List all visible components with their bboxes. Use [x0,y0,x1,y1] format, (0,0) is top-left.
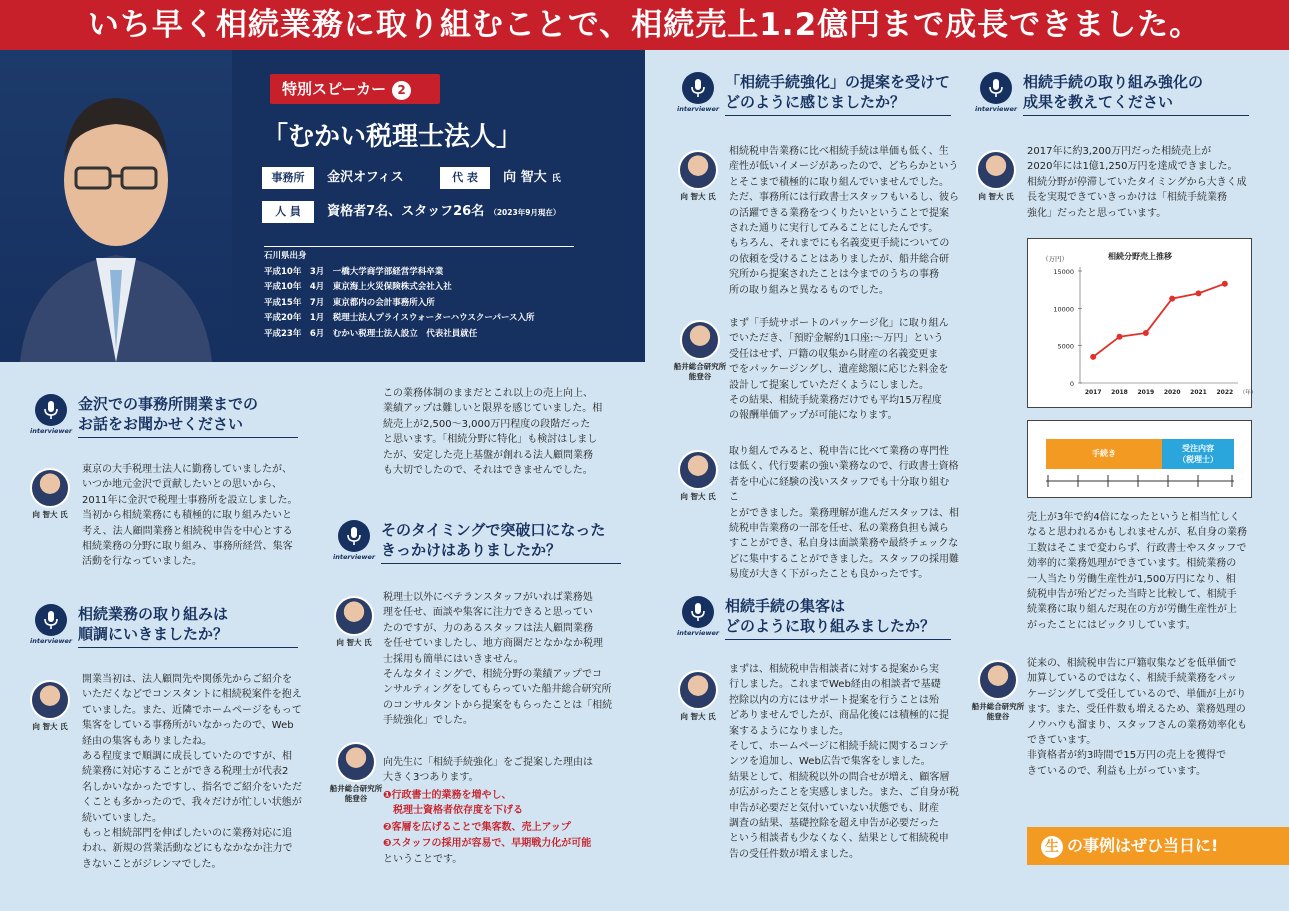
special-speaker-tag: 特別スピーカー 2 [270,74,440,104]
reason-1: ❶行政書士的業務を増やし、 税理士資格者依存度を下げる [383,790,523,817]
reason-3: ❸スタッフの採用が容易で、早期戦力化が可能 [383,838,592,849]
flow-segment-orders: 受注内容 （税理士） [1162,439,1234,469]
x-tick-label: 2020 [1163,389,1181,396]
speaker-photo [0,50,232,362]
data-point [1169,296,1175,302]
mukai-avatar: 向 智大 氏 [672,150,724,202]
flow-scale [1046,473,1236,489]
answer-text: 開業当初は、法人顧問先や関係先からご紹介を いただくなどでコンスタントに相続税案件を抱え ていました。また、近隣でホームページをもって 集客をしている事務所がいなかったので、Web 経由の集客もありましたね。 ある程度まで順調に成長していたのですが、相 続業務に対応することができる税理士が代表2 名しかいなかったですし、指名でご紹介をいただ くことも多かったので、我々だけが忙しい状態が 続いていました。 もっと相続部門を伸ばしたいのに業務対応に追 われ、新規の営業活動などにもなかなか注力で きないことがジレンマでした。 [82,674,302,870]
representative-label: 代 表 [440,167,490,189]
interviewer-mic-icon: interviewer [975,72,1017,113]
interviewer-mic-icon: interviewer [677,596,719,637]
flow-segment-procedures: 手続き [1046,439,1162,469]
mukai-avatar: 向 智大 氏 [970,150,1022,202]
mukai-avatar: 向 智大 氏 [24,680,76,732]
question-title: 金沢での事務所開業までの お話をお聞かせください [78,394,298,438]
question-title: そのタイミングで突破口になった きっかけはありましたか？ [381,520,621,564]
career-line: 平成20年 1月 税理士法人プライスウォーターハウスクーパース入所 [264,313,535,324]
question-title: 相続手続の取り組み強化の 成果を教えてください [1023,72,1249,116]
mukai-avatar: 向 智大 氏 [672,450,724,502]
speaker-profile [0,50,645,362]
cta-banner [1027,827,1289,865]
representative-row [440,166,561,189]
representative-name: 向 智大 [503,170,547,185]
firm-name: 「むかい税理士法人」 [262,122,523,152]
answer-text: まず「手続サポートのパッケージ化」に取り組ん でいただき、「預貯金解約1口座:～万円」という 受任はせず、戸籍の収集から財産の名義変更ま でをパッケージングし、遺産総額に応じた料金を 設計して提案していただくようにしました。 その結果、相続手続業務だけでも平均15万程度 の報酬単価アップが可能になります。 [729,318,949,422]
career-line: 平成15年 7月 東京都内の会計事務所入所 [264,297,435,308]
chart-title: 相続分野売上推移 [1108,252,1172,261]
career-line: 平成10年 3月 一橋大学商学部経営学科卒業 [264,266,444,277]
data-point [1143,330,1149,336]
staff-row [262,200,560,223]
series-line [1093,284,1225,357]
cta-text: の事例はぜひ当日に! [1067,836,1219,855]
answer-text: 東京の大手税理士法人に勤務していましたが、 いつか地元金沢で貢献したいとの思いから、 2011年に金沢で税理士事務所を設立しました。 当初から相続業務にも積極的に取り組みたいと 考え、法人顧問業務と相続税申告を中心とする 相続業務の分野に取り組み、事務所経営、集客 活動を行なっていました。 [82,464,298,568]
data-point [1222,281,1228,287]
headline-banner: いち早く相続業務に取り組むことで、相続売上1.2億円まで成長できました。 [0,0,1289,50]
y-axis-label: （万円） [1042,255,1068,263]
sales-chart [1027,238,1257,408]
workflow-diagram [1027,420,1252,498]
x-tick-label: 2017 [1084,389,1102,396]
answer-text: 取り組んでみると、税申告に比べて業務の専門性 は低く、代行要素の強い業務なので、行政書士資格 者を中心に経験の浅いスタッフでも十分取り組むこ とができました。業務理解が進んだスタッフは、相 続税申告業務の一部を任せ、私の業務負担も減ら すことができ、私自身は面談業務や最終チェックな どに集中することができました。スタッフの採用難 易度が大きく下がったことも良かったです。 [729,446,959,581]
x-axis-unit: （年） [1239,390,1257,396]
office-value: 金沢オフィス [327,170,404,185]
staff-note: （2023年9月現在） [489,208,561,217]
question-4 [677,72,951,116]
office-label: 事務所 [262,167,314,189]
staff-label: 人 員 [262,201,314,223]
question-title: 相続手続の集客は どのように取り組みましたか？ [725,596,951,640]
sales-line-chart [1028,239,1257,409]
question-6 [975,72,1249,116]
answer-text: 従来の、相続税申告に戸籍収集などを低単価で 加算しているのではなく、相続手続業務をパッ ケージングして受任しているので、単価が上がり ます。また、受任件数も増えるため、業務処理の ノウハウも溜まり、スタッフさんの業務効率化も できています。 非資格者が約3時間で15万円の売上を獲得で きているので、利益も上がっています。 [1027,658,1247,777]
cta-circle: 生 [1041,836,1063,858]
mukai-avatar: 向 智大 氏 [672,670,724,722]
data-point [1196,290,1202,296]
answer-text: 売上が3年で約4倍になったというと相当忙しく なると思われるかもしれませんが、私自身の業務 工数はそこまで変わらず、行政書士やスタッフで 効率的に業務処理ができています。相続業務の 一人当たり労働生産性が1,500万円になり、相 続税申告が殆どだった当時と比較して、相続手 続業務に取り組んだ現在の方が労働生産性が上 がったことにはビックリしています。 [1027,512,1247,631]
question-5 [677,596,951,640]
staff-value: 資格者7名、スタッフ26名 [327,204,485,219]
question-1 [30,394,298,438]
mukai-avatar: 向 智大 氏 [24,468,76,520]
y-tick-label: 15000 [1053,268,1074,276]
question-2 [30,604,298,648]
interviewer-mic-icon: interviewer [30,394,72,435]
proposal-text: 向先生に「相続手続強化」をご提案した理由は 大きく3つあります。 [383,757,593,784]
answer-text-continued: この業務体制のままだとこれ以上の売上向上、 業績アップは難しいと限界を感じていました。相 続売上が2,500～3,000万円程度の段階だった と思います。「相続分野に特化」も検討はしまし たが、安定した売上基盤が創れる法人顧問業務 も大切でしたので、それはできませんでした。 [383,388,603,477]
data-point [1117,334,1123,340]
proposal-closing: ということです。 [383,854,463,865]
y-tick-label: 0 [1069,380,1074,388]
answer-text: 2017年に約3,200万円だった相続売上が 2020年には1億1,250万円を達成できました。 相続分野が停滞していたタイミングから大きく成 長を実現できていきっかけは「相続手続業務 強化」だったと思っています。 [1027,146,1247,219]
interviewer-mic-icon: interviewer [333,520,375,561]
y-tick-label: 5000 [1057,342,1074,351]
question-3 [333,520,621,564]
funai-avatar: 船井総合研究所 能登谷 [328,742,384,804]
speaker-number-badge: 2 [392,81,411,100]
interviewer-mic-icon: interviewer [30,604,72,645]
career-history [264,246,634,343]
answer-text: 相続税申告業務に比べ相続手続は単価も低く、生 産性が低いイメージがあったので、どちらかという とそこまで積極的に取り組んでいませんでした。 ただ、事務所には行政書士スタッフもいるし、彼ら の活躍できる業務をつくりたいということで提案 された通りに実行してみることにしたんです。 もちろん、それまでにも名義変更手続についての の依頼を受けることはありましたが、船井総合研 究所から提案されたことは今までのうちの事務 所の取り組みと異なるものでした。 [729,146,959,296]
honorific: 氏 [551,174,561,184]
reason-2: ❷客層を広げることで集客数、売上アップ [383,822,571,833]
answer-text: 税理士以外にベテランスタッフがいれば業務処 理を任せ、面談や集客に注力できると思ってい たのですが、力のあるスタッフは法人顧問業務 を任せていましたし、地方商圏だとなかなか税理 士採用も簡単にはいきません。 そんなタイミングで、相続分野の業績アップでコ ンサルティングをしてもらっていた船井総合研究所 のコンサルタントから提案をもらったことは「相続 手続強化」でした。 [383,592,613,727]
answer-text: まずは、相続税申告相談者に対する提案から実 行しました。これまでWeb経由の相談者で基礎 控除以内の方にはサポート提案を行うことは殆 どありませんでしたが、商品化後には積極的に提 案するようになりました。 そして、ホームページに相続手続に関するコンテ ンツを追加し、Web広告で集客をしました。 結果として、相続税以外の問合せが増え、顧客層 が広がったことを実感しました。また、ご自身が税 申告が必要だと気付いていない状態でも、財産 調査の結果、基礎控除を超え申告が必要だった という相談者も少なくなく、結果として相続税申 告の受任件数が増えました。 [729,664,959,860]
office-row [262,166,404,189]
funai-avatar: 船井総合研究所 能登谷 [970,660,1026,722]
data-point [1090,354,1096,360]
career-line: 平成23年 6月 むかい税理士法人設立 代表社員就任 [264,328,478,339]
x-tick-label: 2019 [1137,389,1155,396]
question-title: 「相続手続強化」の提案を受けて どのように感じましたか？ [725,72,951,116]
career-line: 平成10年 4月 東京海上火災保険株式会社入社 [264,282,452,293]
y-tick-label: 10000 [1053,305,1074,314]
funai-avatar: 船井総合研究所 能登谷 [672,320,728,382]
interviewer-mic-icon: interviewer [677,72,719,113]
x-tick-label: 2018 [1111,389,1128,396]
question-title: 相続業務の取り組みは 順調にいきましたか？ [78,604,298,648]
x-tick-label: 2022 [1216,389,1234,396]
mukai-avatar: 向 智大 氏 [328,596,380,648]
x-tick-label: 2021 [1190,389,1207,396]
career-line: 石川県出身 [264,251,307,261]
